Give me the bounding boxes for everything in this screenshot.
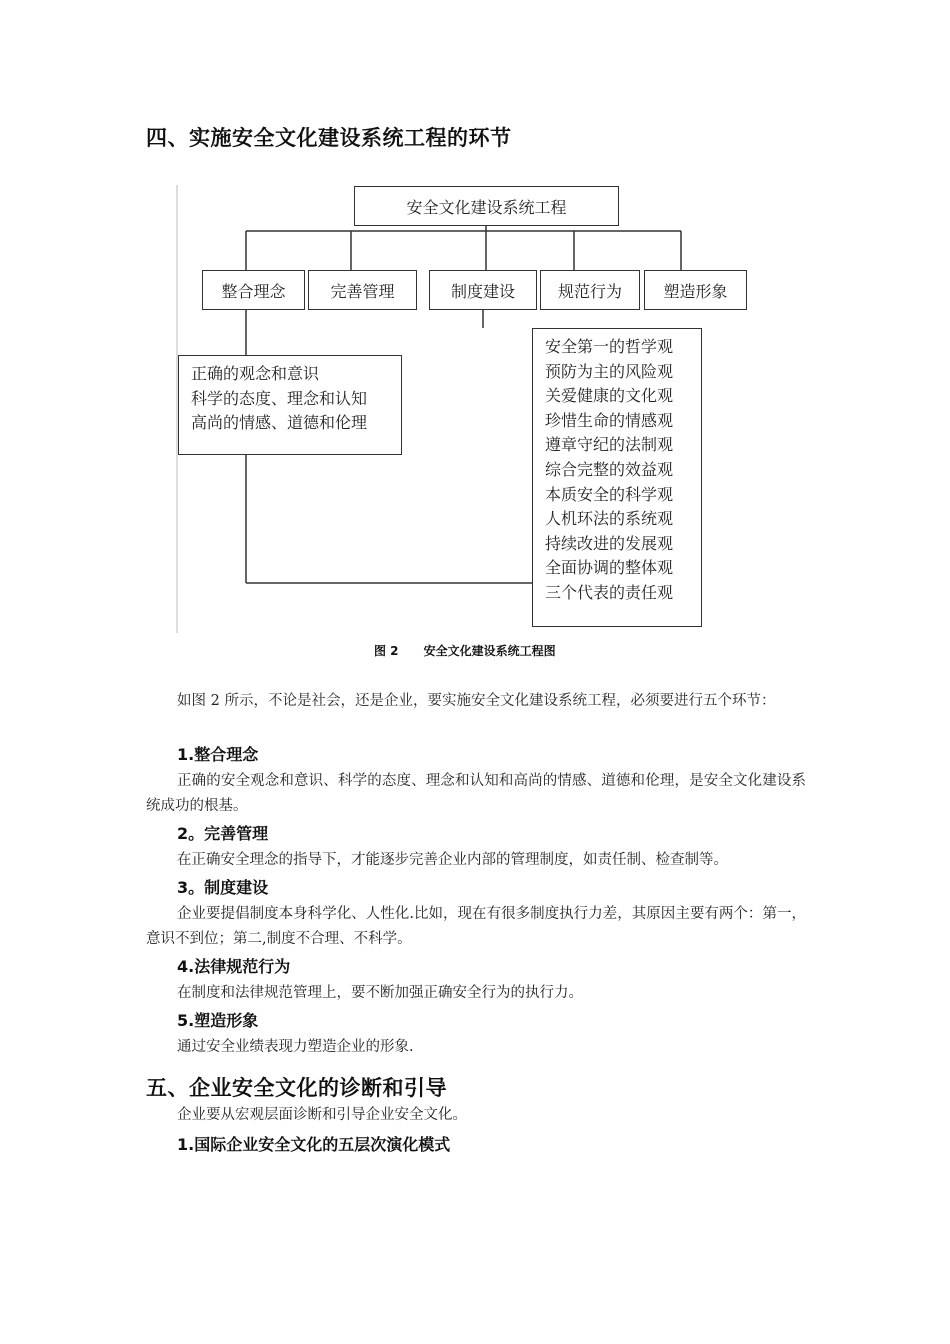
concepts-detail-box bbox=[178, 355, 402, 455]
item-4-text: 在制度和法律规范管理上，要不断加强正确安全行为的执行力。 bbox=[177, 985, 583, 1001]
concept-line: 高尚的情感、道德和伦理 bbox=[191, 413, 368, 433]
concept-line: 正确的观念和意识 bbox=[191, 364, 320, 383]
concept-line: 科学的态度、理念和认知 bbox=[191, 388, 368, 408]
section-heading-4: 四、实施安全文化建设系统工程的环节 bbox=[146, 126, 512, 150]
figure-caption bbox=[374, 642, 556, 659]
branch-box-system-building: 制度建设 bbox=[429, 270, 537, 310]
item-1-title: 1.整合理念 bbox=[177, 745, 259, 764]
branch-box-integrate-concepts: 整合理念 bbox=[202, 270, 305, 310]
item-4-title: 4.法律规范行为 bbox=[177, 957, 291, 976]
intro-paragraph: 如图 2 所示，不论是社会，还是企业，要实施安全文化建设系统工程，必须要进行五个环节： bbox=[177, 693, 776, 709]
item-1-text: 正确的安全观念和意识、科学的态度、理念和认知和高尚的情感、道德和伦理，是安全文化建设系统成功的根基。 bbox=[146, 773, 806, 814]
value-line: 安全第一的哲学观 bbox=[545, 337, 674, 356]
value-line: 关爱健康的文化观 bbox=[545, 386, 674, 406]
branch-box-improve-management: 完善管理 bbox=[308, 270, 417, 310]
value-line: 珍惜生命的情感观 bbox=[545, 410, 674, 430]
value-line: 综合完整的效益观 bbox=[545, 459, 674, 479]
value-line: 遵章守纪的法制观 bbox=[545, 435, 674, 455]
item-2-title: 2。完善管理 bbox=[177, 824, 269, 843]
figure-caption-text: 安全文化建设系统工程图 bbox=[423, 644, 556, 658]
item-5-text: 通过安全业绩表现力塑造企业的形象. bbox=[177, 1039, 414, 1055]
item-3-text: 企业要提倡制度本身科学化、人性化.比如，现在有很多制度执行力差，其原因主要有两个：第一，意识不到位；第二,制度不合理、不科学。 bbox=[146, 906, 806, 947]
branch-box-shape-image: 塑造形象 bbox=[644, 270, 747, 310]
value-line: 人机环法的系统观 bbox=[545, 509, 674, 529]
item-3-title: 3。制度建设 bbox=[177, 878, 269, 897]
section-5-intro: 企业要从宏观层面诊断和引导企业安全文化。 bbox=[177, 1107, 467, 1123]
item-5-title: 5.塑造形象 bbox=[177, 1011, 259, 1030]
value-line: 预防为主的风险观 bbox=[545, 361, 674, 381]
section-heading-5: 五、企业安全文化的诊断和引导 bbox=[146, 1076, 447, 1100]
value-line: 持续改进的发展观 bbox=[545, 533, 674, 553]
diagram-root-box: 安全文化建设系统工程 bbox=[354, 186, 619, 226]
item-2-text: 在正确安全理念的指导下，才能逐步完善企业内部的管理制度，如责任制、检查制等。 bbox=[177, 852, 728, 868]
branch-box-standardize-behavior: 规范行为 bbox=[540, 270, 640, 310]
values-detail-box bbox=[532, 328, 702, 627]
value-line: 全面协调的整体观 bbox=[545, 558, 674, 578]
value-line: 本质安全的科学观 bbox=[545, 484, 674, 504]
system-engineering-diagram bbox=[176, 183, 728, 635]
figure-caption-label: 图 2 bbox=[374, 644, 399, 658]
section-5-sub-1: 1.国际企业安全文化的五层次演化模式 bbox=[177, 1135, 451, 1154]
value-line: 三个代表的责任观 bbox=[545, 582, 674, 602]
